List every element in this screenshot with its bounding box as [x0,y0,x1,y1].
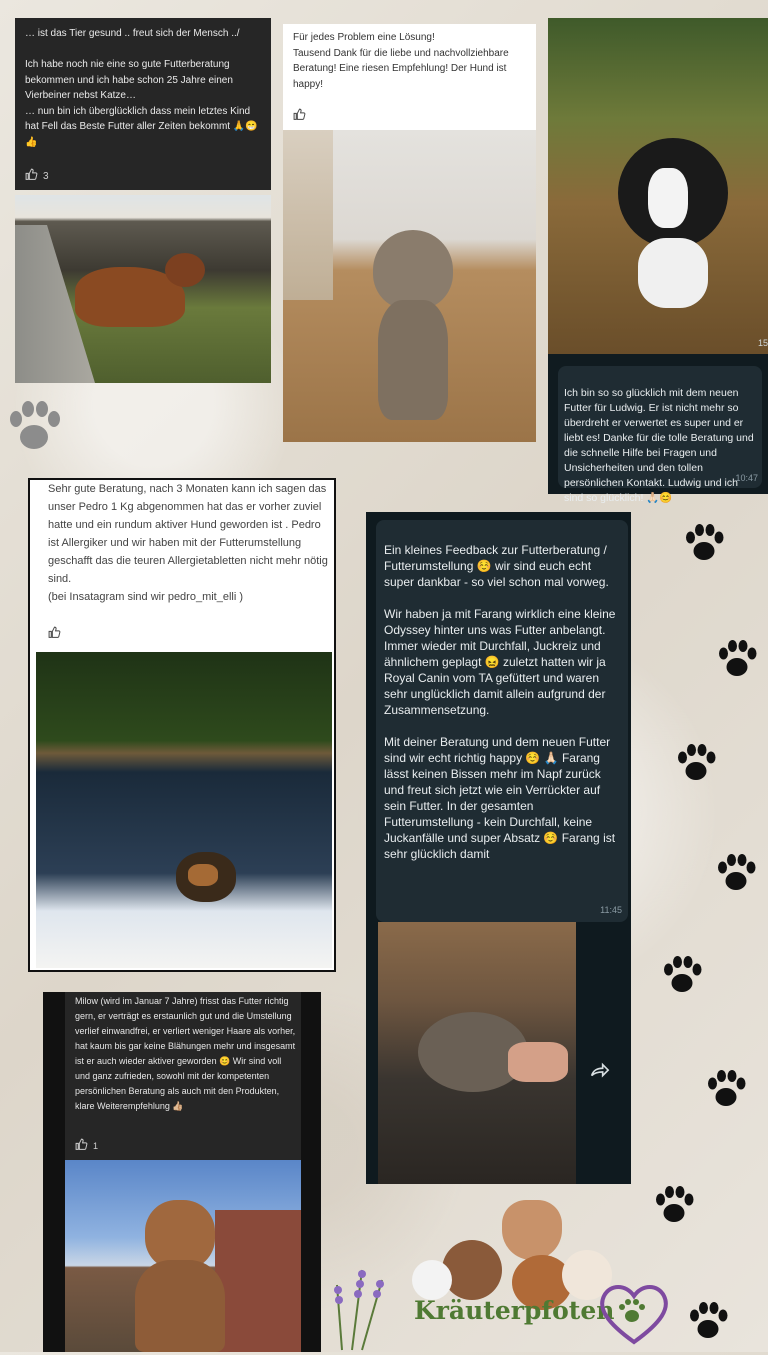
review-text: Milow (wird im Januar 7 Jahre) frisst das Futter richtig gern, er verträgt es erstaunlich gut und die Umstellung verlief einwandfrei, er verliert weniger Haare als vorher, hat kaum bis gar keine Blähungen mehr und insgesamt ist er auch wieder aktiver geworden 😊 Wir sind voll und ganz zufrieden, sowohl mit der kompetenten persönlichen Beratung als auch mit den Produkten, klare Weiterempfehlung 👍🏼 [75,996,296,1111]
paw-icon [672,738,720,786]
paw-icon [2,392,66,458]
forward-icon[interactable] [588,1060,610,1082]
dogs-illustration [412,1200,612,1310]
paw-icon [684,1296,732,1344]
heart-paw-icon [596,1282,672,1346]
paw-icon [702,1064,750,1112]
brand-logo [322,1190,682,1352]
thumbs-up-icon [25,168,38,184]
dog-photo-rhodesian [15,195,271,383]
paw-icon [712,848,760,896]
dog-photo-bulldog [65,1160,301,1352]
review-text: Ich bin so so glücklich mit dem neuen Futter für Ludwig. Er ist nicht mehr so überdreht er verwertet es super und er liebt es! Danke für die tolle Beratung und die schnelle Hilfe bei Fragen und Unsicherheiten und den tollen persönlichen Kontakt. Ludwig und ich sind so glücklich! 🙏🏻😊 [564,387,754,504]
paw-icon [658,950,706,998]
review-card-1 [15,18,271,190]
thumbs-up-icon [48,626,61,642]
paw-icon [713,634,761,682]
message-bubble [558,366,762,504]
thumbs-up-icon [293,108,306,124]
dog-photo-weimaraner [283,130,536,442]
review-card-3 [548,18,768,504]
like-count[interactable]: 1 [75,1138,98,1153]
review-card-4 [28,478,336,972]
review-card-5 [366,512,631,1184]
review-text: Für jedes Problem eine Lösung! Tausend Dank für die liebe und nachvollziehbare Beratung! Eine riesen Empfehlung! Der Hund ist happy! [293,32,509,90]
review-card-6 [43,992,321,1352]
review-text: Sehr gute Beratung, nach 3 Monaten kann ich sagen das unser Pedro 1 Kg abgenommen hat das er vorher zuviel hatte und ein rundum aktiver Hund geworden ist . Pedro ist Allergiker und wir haben mit der Futterumstellung geschafft das die teuren Allergietabletten nicht mehr nötig sind. (bei Insatagram sind wir pedro_mit_elli ) [48,483,328,603]
thumbs-up-icon [75,1138,88,1153]
like-count[interactable]: 3 [25,168,49,184]
message-time: 11:45 [600,905,622,915]
like-button[interactable] [293,108,306,124]
dog-photo-cuddle [378,922,576,1184]
dog-photo-lake [36,652,332,968]
review-text: … ist das Tier gesund .. freut sich der Mensch ../ Ich habe noch nie eine so gute Futterberatung bekommen und ich habe schon 25 Jahre einen Vierbeiner nebst Katze… … nun bin ich überglücklich dass mein letztes Kind hat Fell das Beste Futter aller Zeiten bekommt 🙏😁👍 [25,28,258,148]
message-bubble [376,520,628,922]
review-card-2 [283,24,536,130]
message-time: 10:47 [735,473,758,483]
paw-icon [680,518,728,566]
like-button[interactable] [48,626,61,642]
brand-name: Kräuterpfoten [414,1296,615,1325]
photo-index: 15 [757,338,768,348]
dog-photo-bernese [548,18,768,354]
lavender-icon [322,1260,402,1350]
review-text: Ein kleines Feedback zur Futterberatung / Futterumstellung ☺️ wir sind euch echt super dankbar - so viel schon mal vorweg. Wir haben ja mit Farang wirklich eine kleine Odyssey hinter uns was Futter anbelangt. Immer wieder mit Durchfall, Juckreiz und ähnlichem geplagt 😖 zuletzt hatten wir ja Royal Canin vom TA gefüttert und waren sehr unglücklich damit allein aufgrund der Zusammensetzung. Mit deiner Beratung und dem neuen Futter sind wir echt richtig happy ☺️ 🙏🏻 Farang lässt keinen Bissen mehr im Napf zurück und freut sich jetzt wie ein Verrückter auf sein Futter. In der gesamten Futterumstellung - kein Durchfall, keine Juckanfälle und super Absatz ☺️ Farang ist sehr glücklich damit [384,543,616,861]
